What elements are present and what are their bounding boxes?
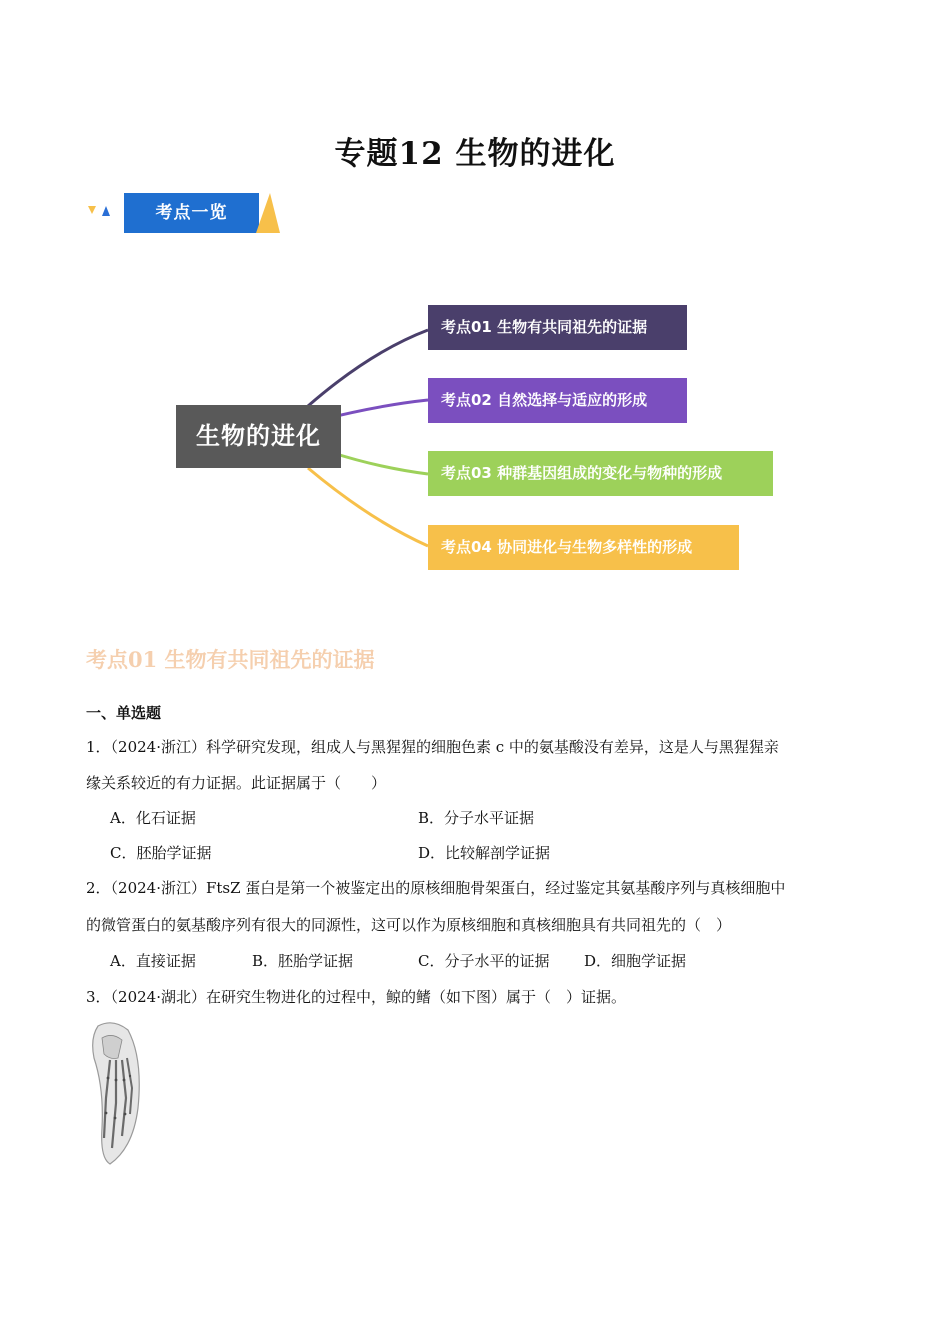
- question-2-option-d: D．细胞学证据: [584, 952, 687, 970]
- question-2-option-a: A．直接证据: [110, 952, 196, 970]
- mindmap-branch-2: 考点02 自然选择与适应的形成: [428, 378, 687, 423]
- question-1-option-c: C．胚胎学证据: [110, 844, 212, 862]
- question-1-option-a: A．化石证据: [110, 809, 196, 827]
- question-1-option-b: B．分子水平证据: [418, 809, 535, 827]
- question-2-option-c: C．分子水平的证据: [418, 952, 550, 970]
- question-1-line-2: 缘关系较近的有力证据。此证据属于（ ）: [86, 774, 387, 792]
- triangle-up-icon: [102, 206, 110, 216]
- page-title: 专题12 生物的进化: [334, 136, 616, 172]
- connector-4: [308, 468, 428, 546]
- question-1-line-1: 1．（2024·浙江）科学研究发现，组成人与黑猩猩的细胞色素 c 中的氨基酸没有差异，这是人与黑猩猩亲: [86, 738, 779, 756]
- connector-1: [308, 330, 428, 406]
- question-2-line-2: 的微管蛋白的氨基酸序列有很大的同源性，这可以作为原核细胞和真核细胞具有共同祖先的（ ）: [86, 916, 732, 934]
- whale-fin-image: [88, 1018, 148, 1168]
- triangle-down-icon: [88, 206, 96, 214]
- mindmap-branch-1: 考点01 生物有共同祖先的证据: [428, 305, 687, 350]
- mindmap-root: 生物的进化: [176, 405, 341, 468]
- question-2-line-1: 2．（2024·浙江）FtsZ 蛋白是第一个被鉴定出的原核细胞骨架蛋白，经过鉴定其氨基酸序列与真核细胞中: [86, 879, 786, 897]
- section-heading: 考点01 生物有共同祖先的证据: [86, 647, 375, 672]
- question-2-option-b: B．胚胎学证据: [252, 952, 354, 970]
- mindmap-branch-3: 考点03 种群基因组成的变化与物种的形成: [428, 451, 773, 496]
- banner-label: 考点一览: [155, 203, 228, 223]
- question-1-option-d: D．比较解剖学证据: [418, 844, 551, 862]
- banner-stripe: [256, 193, 280, 233]
- connector-3: [330, 452, 428, 474]
- question-type: 一、单选题: [86, 704, 162, 722]
- mindmap-branch-4: 考点04 协同进化与生物多样性的形成: [428, 525, 739, 570]
- question-3-line-1: 3．（2024·湖北）在研究生物进化的过程中，鲸的鳍（如下图）属于（ ）证据。: [86, 988, 626, 1006]
